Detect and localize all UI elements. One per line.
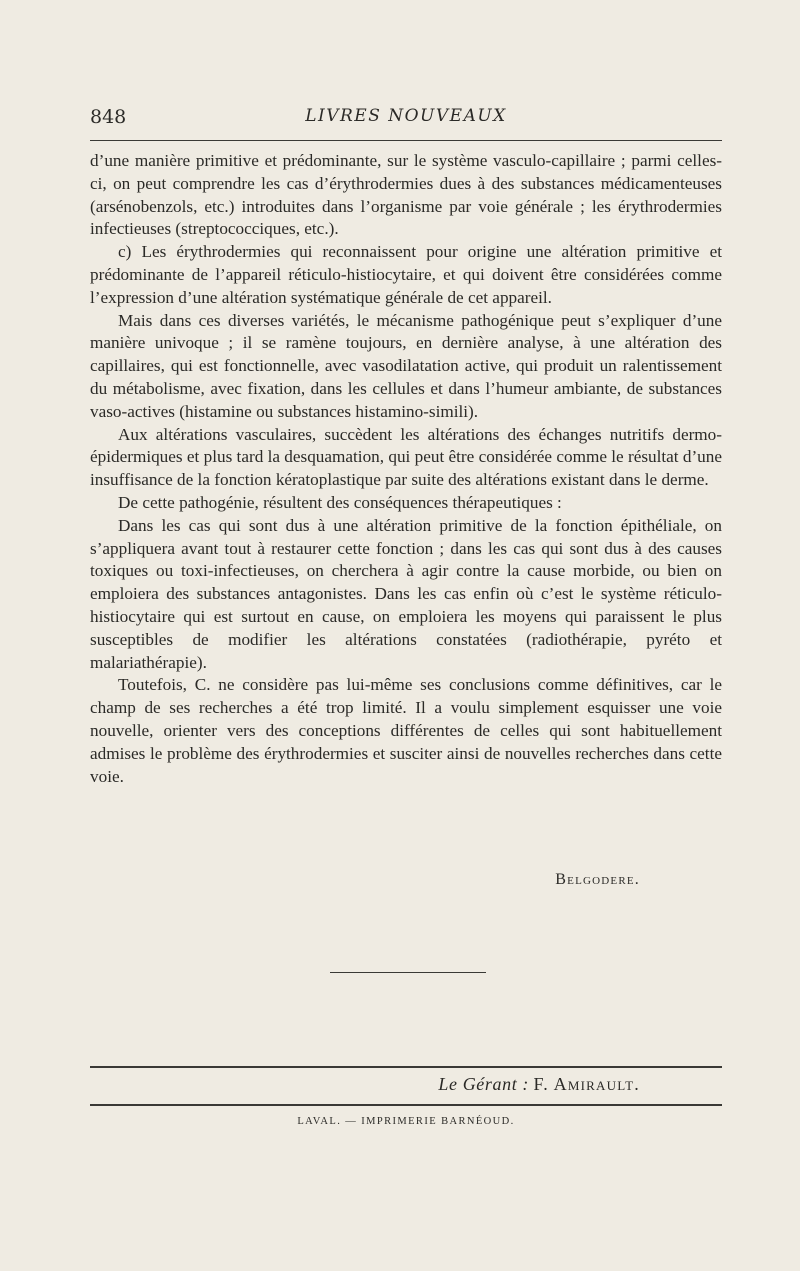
paragraph: Toutefois, C. ne considère pas lui-même ses conclusions comme définitives, car le champ de ses recherches a été trop limité. Il a voulu simplement esquisser une voie nouvelle, orienter vers des conceptions différentes de celles qui sont habituellement admises le problème des érythrodermies et susciter ainsi de nouvelles recherches dans cette voie. <box>90 675 722 786</box>
section-end-rule <box>330 972 486 973</box>
author-signature: Belgodere. <box>555 871 640 888</box>
running-title: LIVRES NOUVEAUX <box>305 106 507 126</box>
gerant-name: F. Amirault. <box>533 1074 640 1094</box>
printer-imprint: LAVAL. — IMPRIMERIE BARNÉOUD. <box>297 1116 515 1127</box>
paragraph: De cette pathogénie, résultent des conséquences thérapeutiques : <box>118 492 562 512</box>
paragraph: Dans les cas qui sont dus à une altération primitive de la fonction épithéliale, on s’appliquera avant tout à restaurer cette fonction ; dans les cas qui sont dus à des causes toxiques ou toxi-infectieuses, on cherchera à agir contre la cause morbide, ou bien on emploiera des substances antagonistes. Dans les cas enfin où c’est le système réticulo-histiocytaire qui est surtout en cause, on emploiera les moyens qui paraissent le plus susceptibles de modifier les altérations constatées (radiothérapie, pyréto et malariathérapie). <box>90 515 722 672</box>
header-rule <box>90 140 722 141</box>
paragraph: Aux altérations vasculaires, succèdent les altérations des échanges nutritifs dermo-épidermiques et plus tard la desquamation, qui peut être considérée comme le résultat d’une insuffisance de la fonction kératoplastique par suite des altérations existant dans le derme. <box>90 424 722 490</box>
footer-rule-top <box>90 1066 722 1068</box>
paragraph: Mais dans ces diverses variétés, le mécanisme pathogénique peut s’expliquer d’une manière univoque ; il se ramène toujours, en dernière analyse, à une altération des capillaires, qui est fonctionnelle, avec vasodilatation active, qui produit un ralentissement du métabolisme, avec fixation, dans les cellules et dans l’humeur ambiante, de substances vaso-actives (histamine ou substances histamino-simili). <box>90 310 722 421</box>
gerant-line <box>90 1074 640 1095</box>
running-head <box>90 106 722 132</box>
footer-rule-bottom <box>90 1104 722 1106</box>
paragraph: c) Les érythrodermies qui reconnaissent pour origine une altération primitive et prédominante de l’appareil réticulo-histiocytaire, et qui doivent être considérées comme l’expression d’une altération systématique générale de cet appareil. <box>90 242 722 307</box>
page-number: 848 <box>90 106 127 128</box>
gerant-label: Le Gérant : <box>438 1074 529 1094</box>
review-body <box>90 150 722 788</box>
paragraph: d’une manière primitive et prédominante, sur le système vasculo-capillaire ; parmi celles-ci, on peut comprendre les cas d’érythrodermies dues à des substances médicamenteuses (arsénobenzols, etc.) introduites dans l’organisme par voie générale ; les érythrodermies infectieuses (streptococciques, etc.). <box>90 151 722 239</box>
